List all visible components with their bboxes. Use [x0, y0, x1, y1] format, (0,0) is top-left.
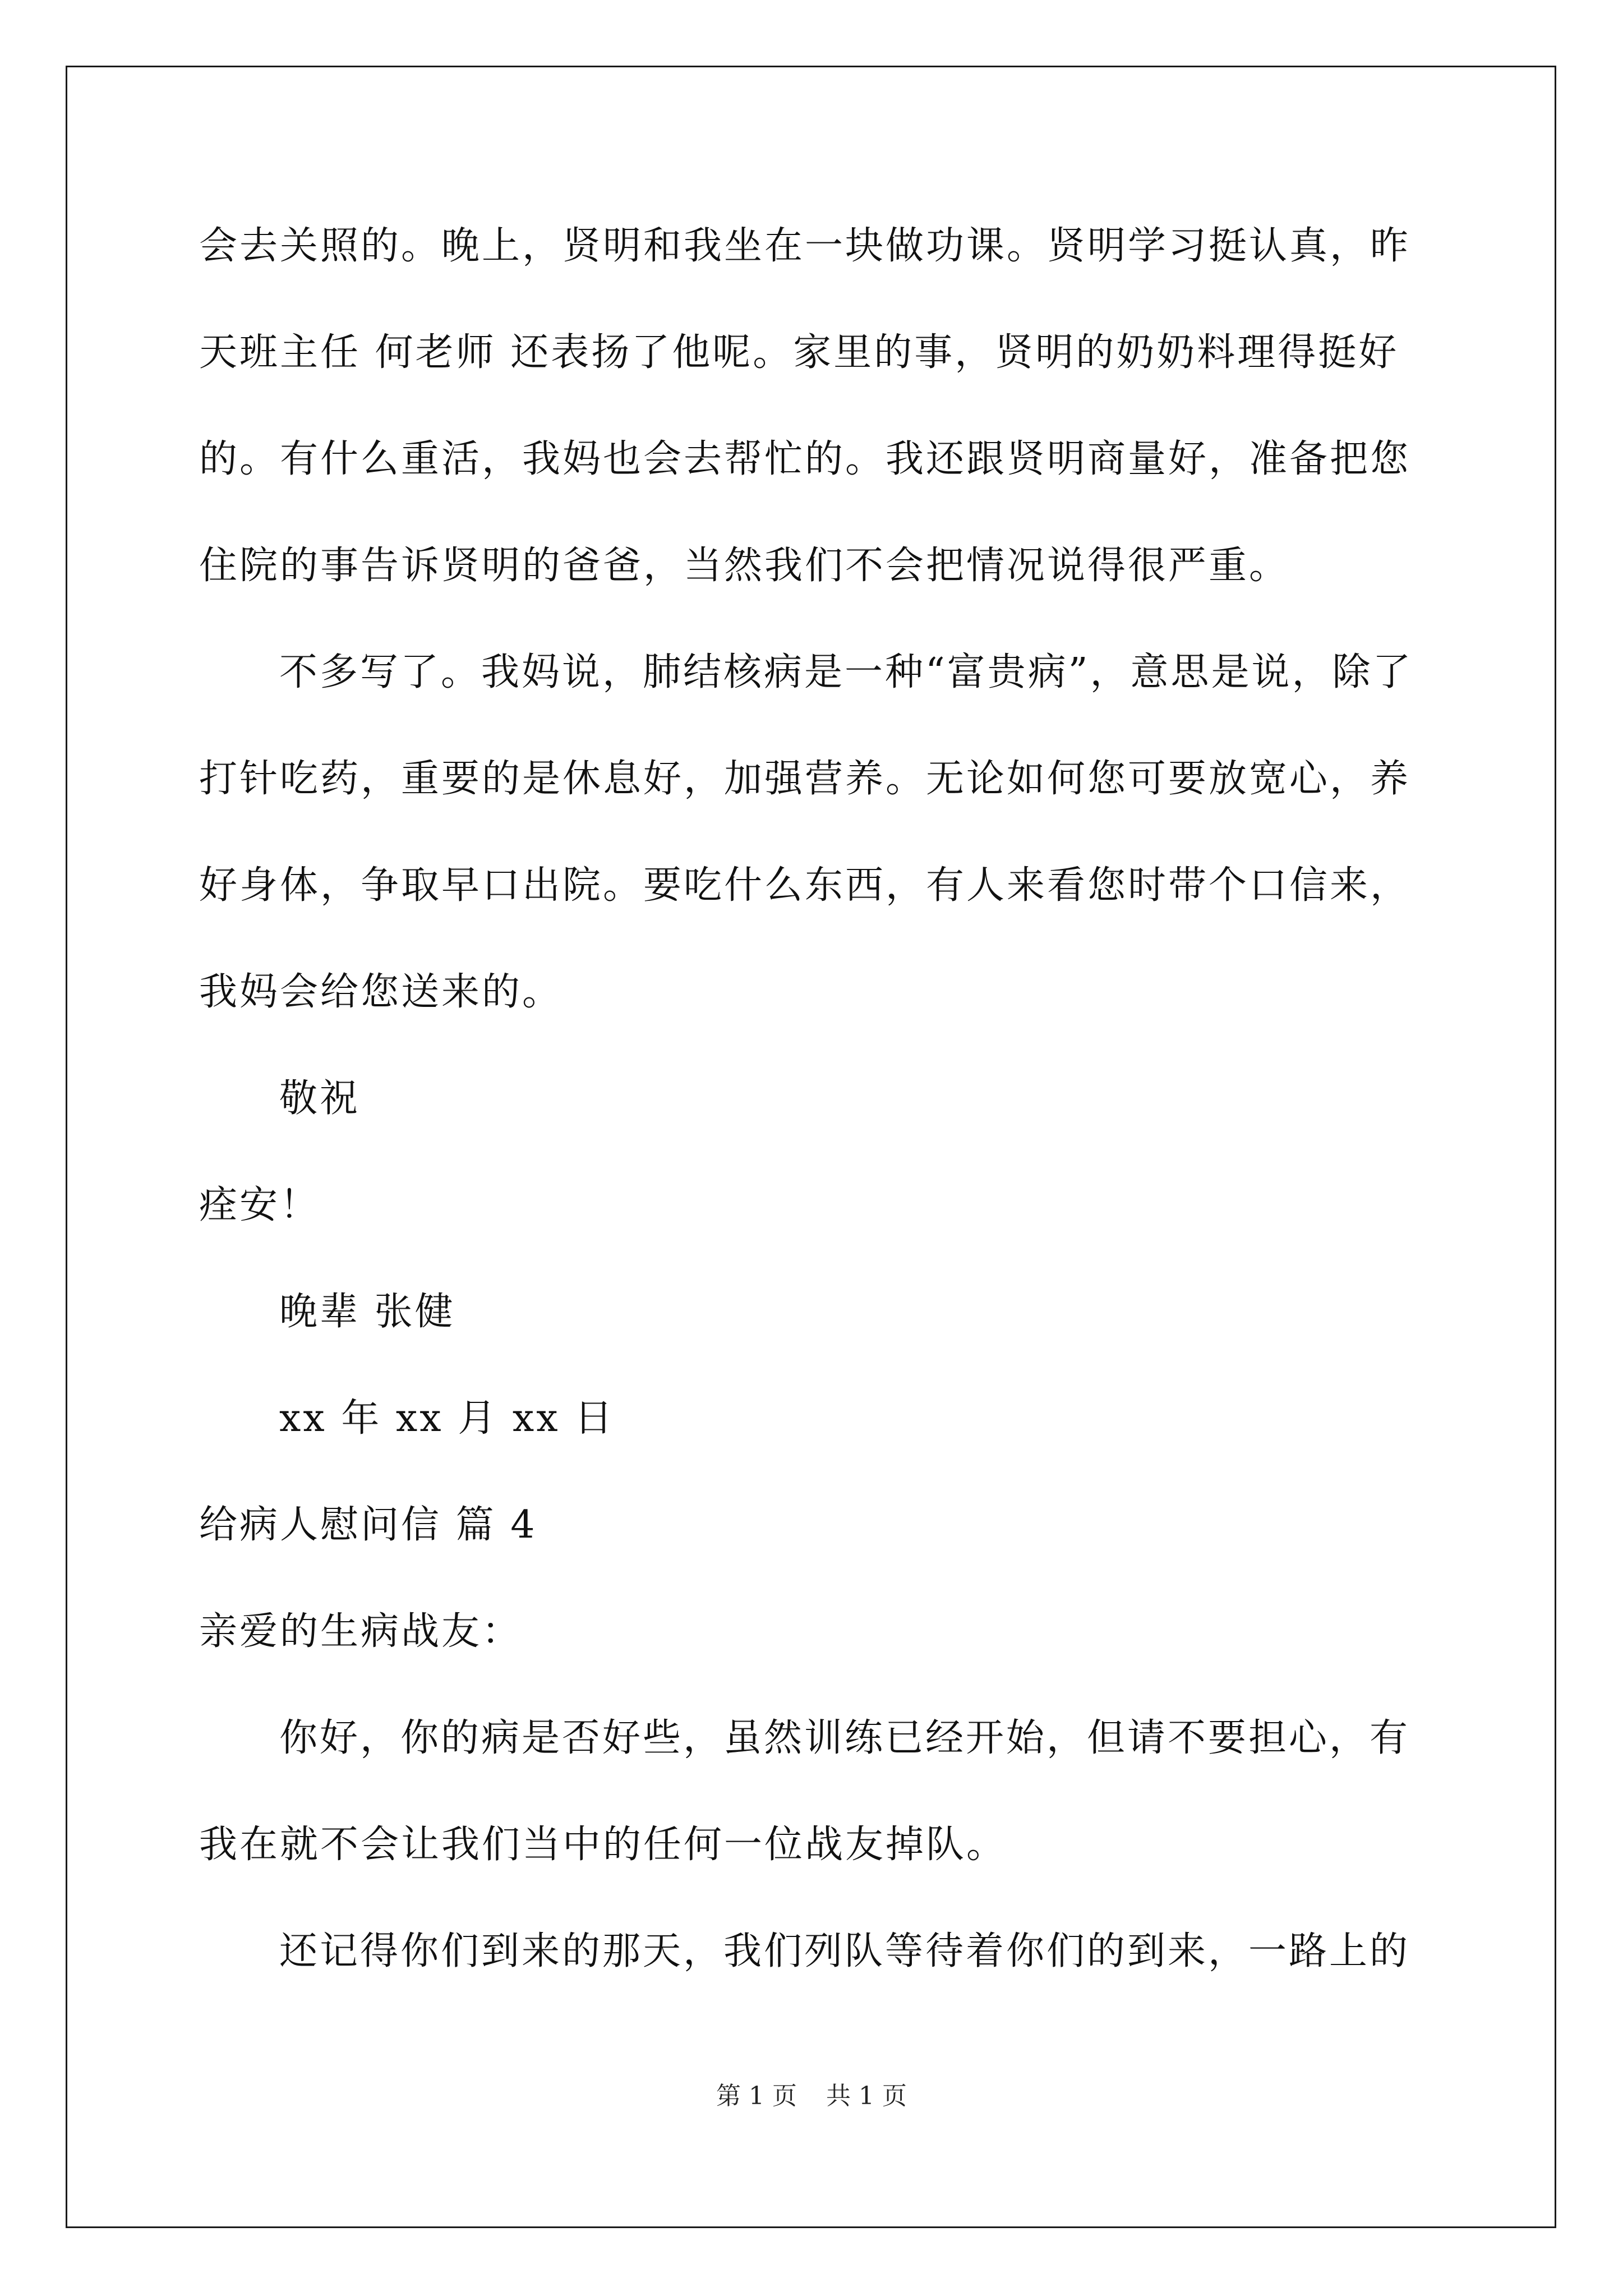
- paragraph-start: 你好，你的病是否好些，虽然训练已经开始，但请不要担心，有: [279, 1716, 1410, 1760]
- page-footer: [0, 2084, 1623, 2109]
- text-line: 好身体，争取早口出院。要吃什么东西，有人来看您时带个口信来，: [199, 863, 1411, 908]
- text-line: 会去关照的。晚上，贤明和我坐在一块做功课。贤明学习挺认真，昨: [199, 224, 1411, 268]
- page-frame: [66, 66, 1556, 2228]
- signature: 晚辈 张健: [279, 1290, 455, 1334]
- text-line: 的。有什么重活，我妈也会去帮忙的。我还跟贤明商量好，准备把您: [199, 437, 1411, 481]
- salutation: 亲爱的生病战友：: [199, 1609, 523, 1654]
- text-line: 打针吃药，重要的是休息好，加强营养。无论如何您可要放宽心，养: [199, 757, 1411, 801]
- page-total: 共 1 页: [826, 2082, 907, 2110]
- text-line: 天班主任 何老师 还表扬了他呢。家里的事，贤明的奶奶料理得挺好: [199, 330, 1399, 375]
- paragraph-start: 不多写了。我妈说，肺结核病是一种“富贵病”，意思是说，除了: [279, 650, 1413, 694]
- text-line: 我妈会给您送来的。: [199, 970, 563, 1014]
- paragraph-start: 还记得你们到来的那天，我们列队等待着你们的到来，一路上的: [279, 1929, 1410, 1973]
- text-line: 我在就不会让我们当中的任何一位战友掉队。: [199, 1823, 1007, 1867]
- page-number: 第 1 页: [716, 2082, 797, 2110]
- closing-greeting: 敬祝: [279, 1076, 361, 1121]
- closing-wish: 痊安！: [199, 1183, 321, 1227]
- date-line: xx 年 xx 月 xx 日: [279, 1396, 615, 1441]
- section-title: 给病人慰问信 篇 4: [199, 1503, 537, 1547]
- text-line: 住院的事告诉贤明的爸爸，当然我们不会把情况说得很严重。: [199, 544, 1290, 588]
